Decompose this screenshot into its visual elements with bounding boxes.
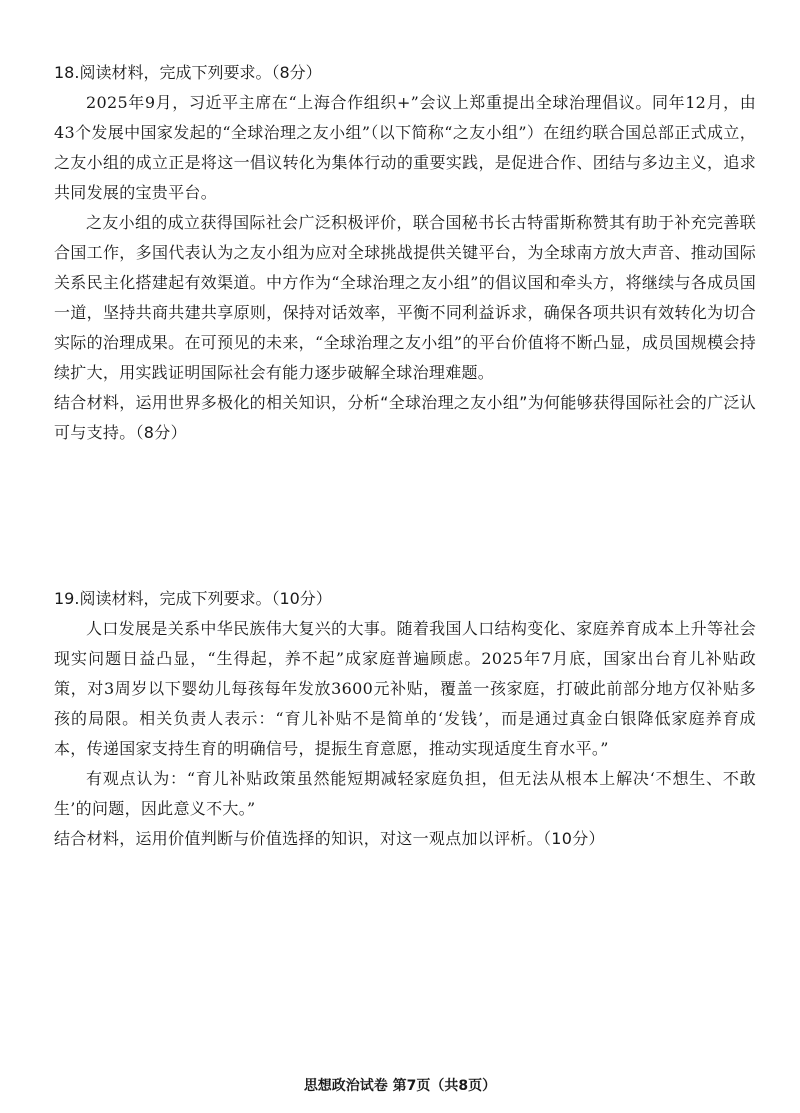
question-18-material-paragraph: 之友小组的成立获得国际社会广泛积极评价，联合国秘书长古特雷斯称赞其有助于补充完善联合国工作，多国代表认为之友小组为应对全球挑战提供关键平台，为全球南方放大声音、推动国际关系民主化搭建起有效渠道。中方作为“全球治理之友小组”的倡议国和牵头方，将继续与各成员国一道，坚持共商共建共享原则，保持对话效率，平衡不同利益诉求，确保各项共识有效转化为切合实际的治理成果。在可预见的未来，“全球治理之友小组”的平台价值将不断凸显，成员国规模会持续扩大，用实践证明国际社会有能力逐步破解全球治理难题。: [54, 213, 756, 382]
question-19-task: 结合材料，运用价值判断与价值选择的知识，对这一观点加以评析。（10分）: [54, 829, 605, 848]
question-18-material-paragraph: 2025年9月，习近平主席在“上海合作组织+”会议上郑重提出全球治理倡议。同年12月，由43个发展中国家发起的“全球治理之友小组”（以下简称“之友小组”）在纽约联合国总部正式成立，之友小组的成立正是将这一倡议转化为集体行动的重要实践，是促进合作、团结与多边主义，追求共同发展的宝贵平台。: [54, 93, 756, 202]
question-18-heading: 18.阅读材料，完成下列要求。（8分）: [54, 63, 322, 82]
question-19-material-paragraph: 人口发展是关系中华民族伟大复兴的大事。随着我国人口结构变化、家庭养育成本上升等社会现实问题日益凸显，“生得起，养不起”成家庭普遍顾虑。2025年7月底，国家出台育儿补贴政策，对3周岁以下婴幼儿每孩每年发放3600元补贴，覆盖一孩家庭，打破此前部分地方仅补贴多孩的局限。相关负责人表示：“育儿补贴不是简单的‘发钱’，而是通过真金白银降低家庭养育成本，传递国家支持生育的明确信号，提振生育意愿，推动实现适度生育水平。”: [54, 619, 756, 758]
question-18: [54, 58, 756, 448]
question-19-material-paragraph: 有观点认为：“育儿补贴政策虽然能短期减轻家庭负担，但无法从根本上解决‘不想生、不敢生’的问题，因此意义不大。”: [54, 769, 756, 818]
question-19-heading: 19.阅读材料，完成下列要求。（10分）: [54, 589, 332, 608]
question-18-task: 结合材料，运用世界多极化的相关知识，分析“全球治理之友小组”为何能够获得国际社会的广泛认可与支持。（8分）: [54, 393, 756, 442]
page-footer: 思想政治试卷 第7页（共8页）: [303, 1078, 497, 1094]
question-19: [54, 584, 756, 854]
